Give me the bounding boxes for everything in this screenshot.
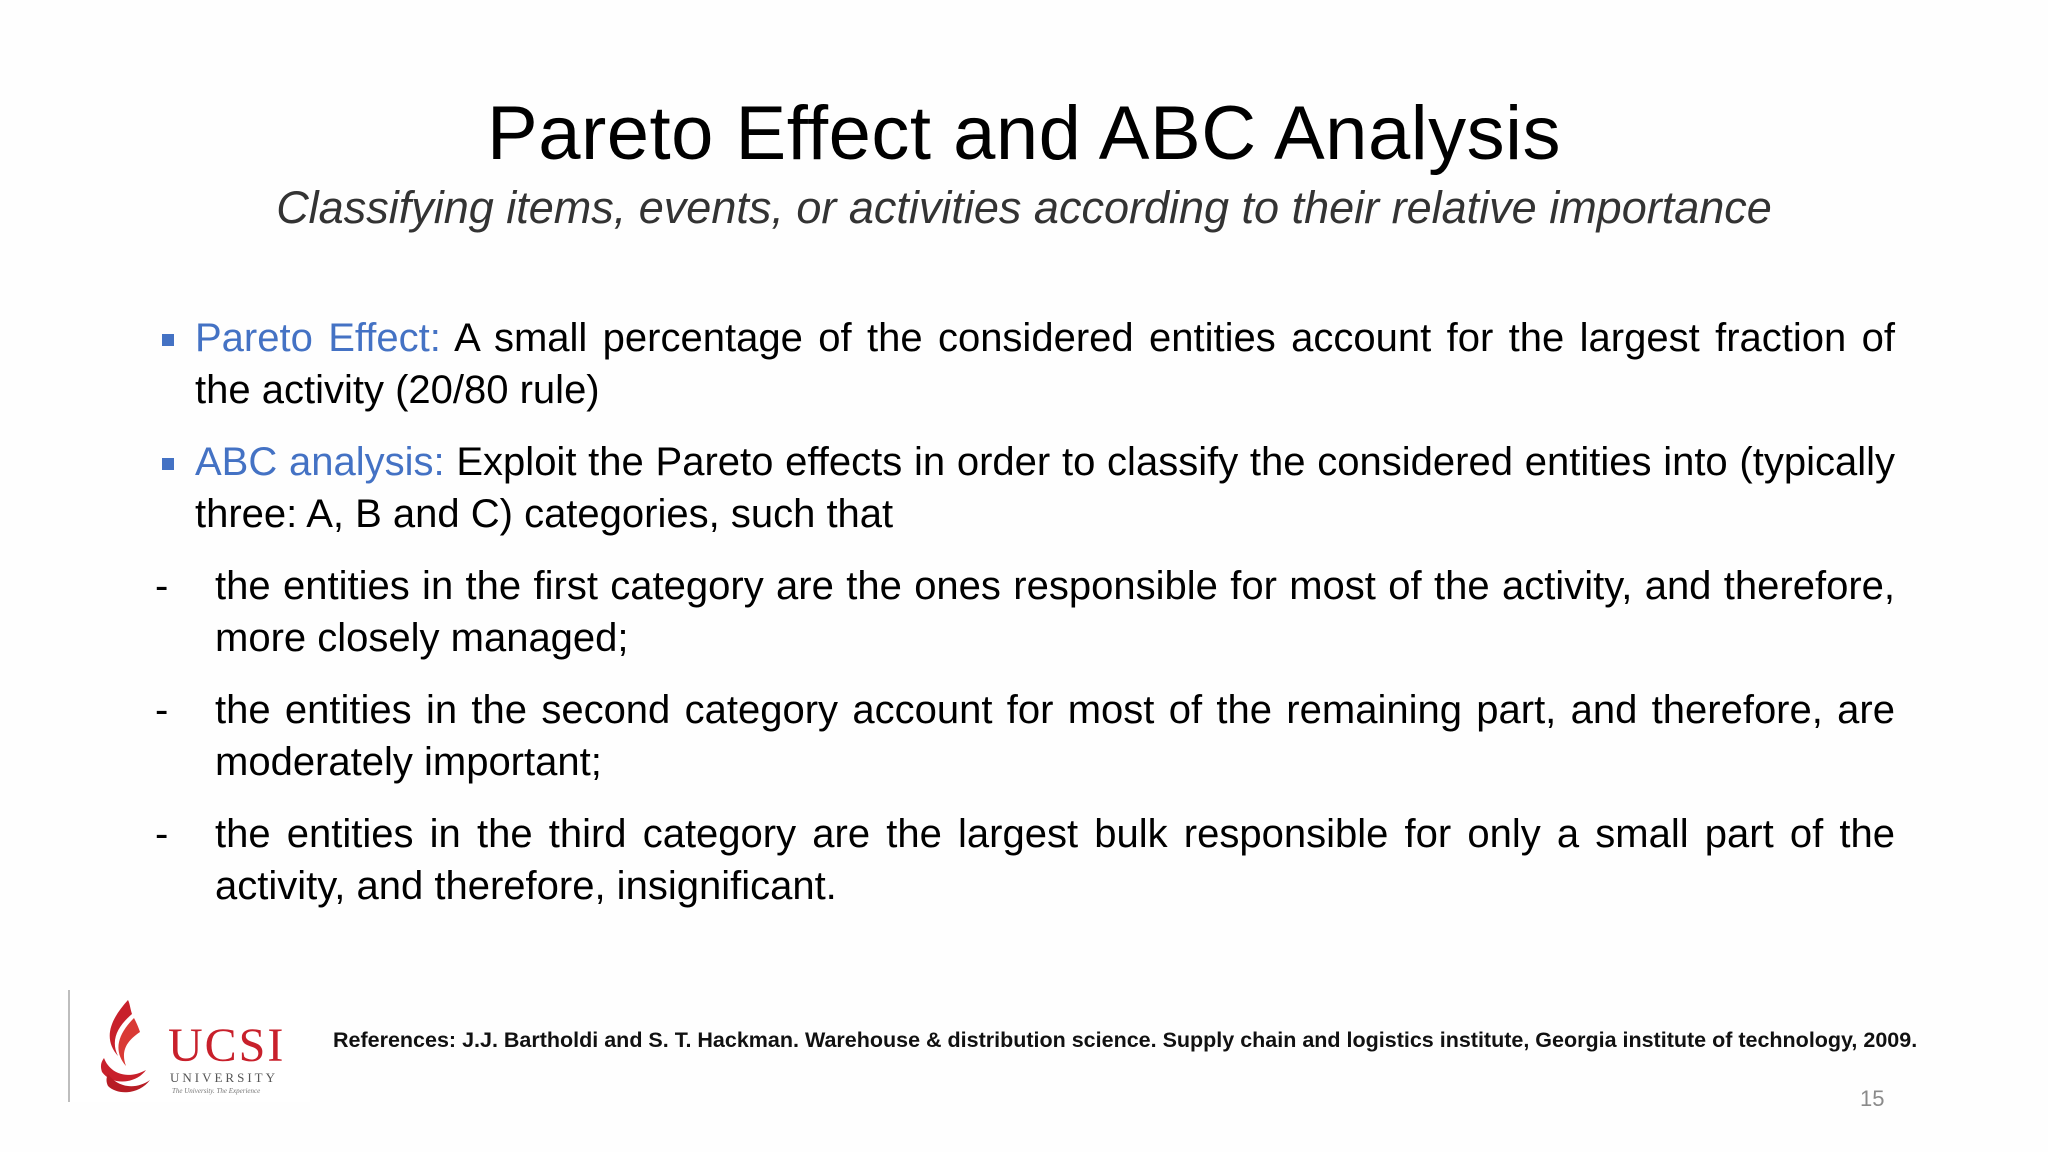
bullet-term: ABC analysis:	[195, 440, 445, 484]
slide-body	[150, 312, 1895, 932]
page-number: 15	[1860, 1086, 1885, 1111]
ucsi-logo	[68, 990, 310, 1102]
logo-university: UNIVERSITY	[170, 1070, 278, 1085]
bullet-pareto-effect	[150, 312, 1895, 416]
sub-item-second-category	[150, 684, 1895, 788]
sub-item-text: the entities in the first category are the ones responsible for most of the activity, and therefore, more closely managed;	[215, 564, 1895, 660]
bullet-text: Exploit the Pareto effects in order to classify the considered entities into (typically three: A, B and C) categories, such that	[195, 440, 1896, 536]
flame-icon	[90, 996, 162, 1100]
slide-title: Pareto Effect and ABC Analysis	[487, 91, 1561, 176]
sub-item-third-category	[150, 808, 1895, 912]
references: References: J.J. Bartholdi and S. T. Hackman. Warehouse & distribution science. Supply chain and logistics institute, Georgia institute of technology, 2009.	[333, 1028, 1918, 1052]
bullet-term: Pareto Effect:	[195, 316, 441, 360]
square-bullet-icon	[162, 334, 174, 346]
dash-marker: -	[155, 688, 169, 732]
logo-tagline: The University. The Experience	[172, 1087, 261, 1095]
dash-marker: -	[155, 812, 169, 856]
sub-item-first-category	[150, 560, 1895, 664]
sub-item-text: the entities in the second category account for most of the remaining part, and therefore, are moderately important;	[215, 688, 1895, 784]
dash-marker: -	[155, 564, 169, 608]
square-bullet-icon	[162, 458, 174, 470]
bullet-text: A small percentage of the considered entities account for the largest fraction of the activity (20/80 rule)	[195, 316, 1896, 412]
sub-item-text: the entities in the third category are the largest bulk responsible for only a small part of the activity, and therefore, insignificant.	[215, 812, 1895, 908]
logo-wordmark: UCSI	[168, 1019, 286, 1072]
slide-subtitle: Classifying items, events, or activities according to their relative importance	[276, 182, 1772, 233]
bullet-abc-analysis	[150, 436, 1895, 540]
